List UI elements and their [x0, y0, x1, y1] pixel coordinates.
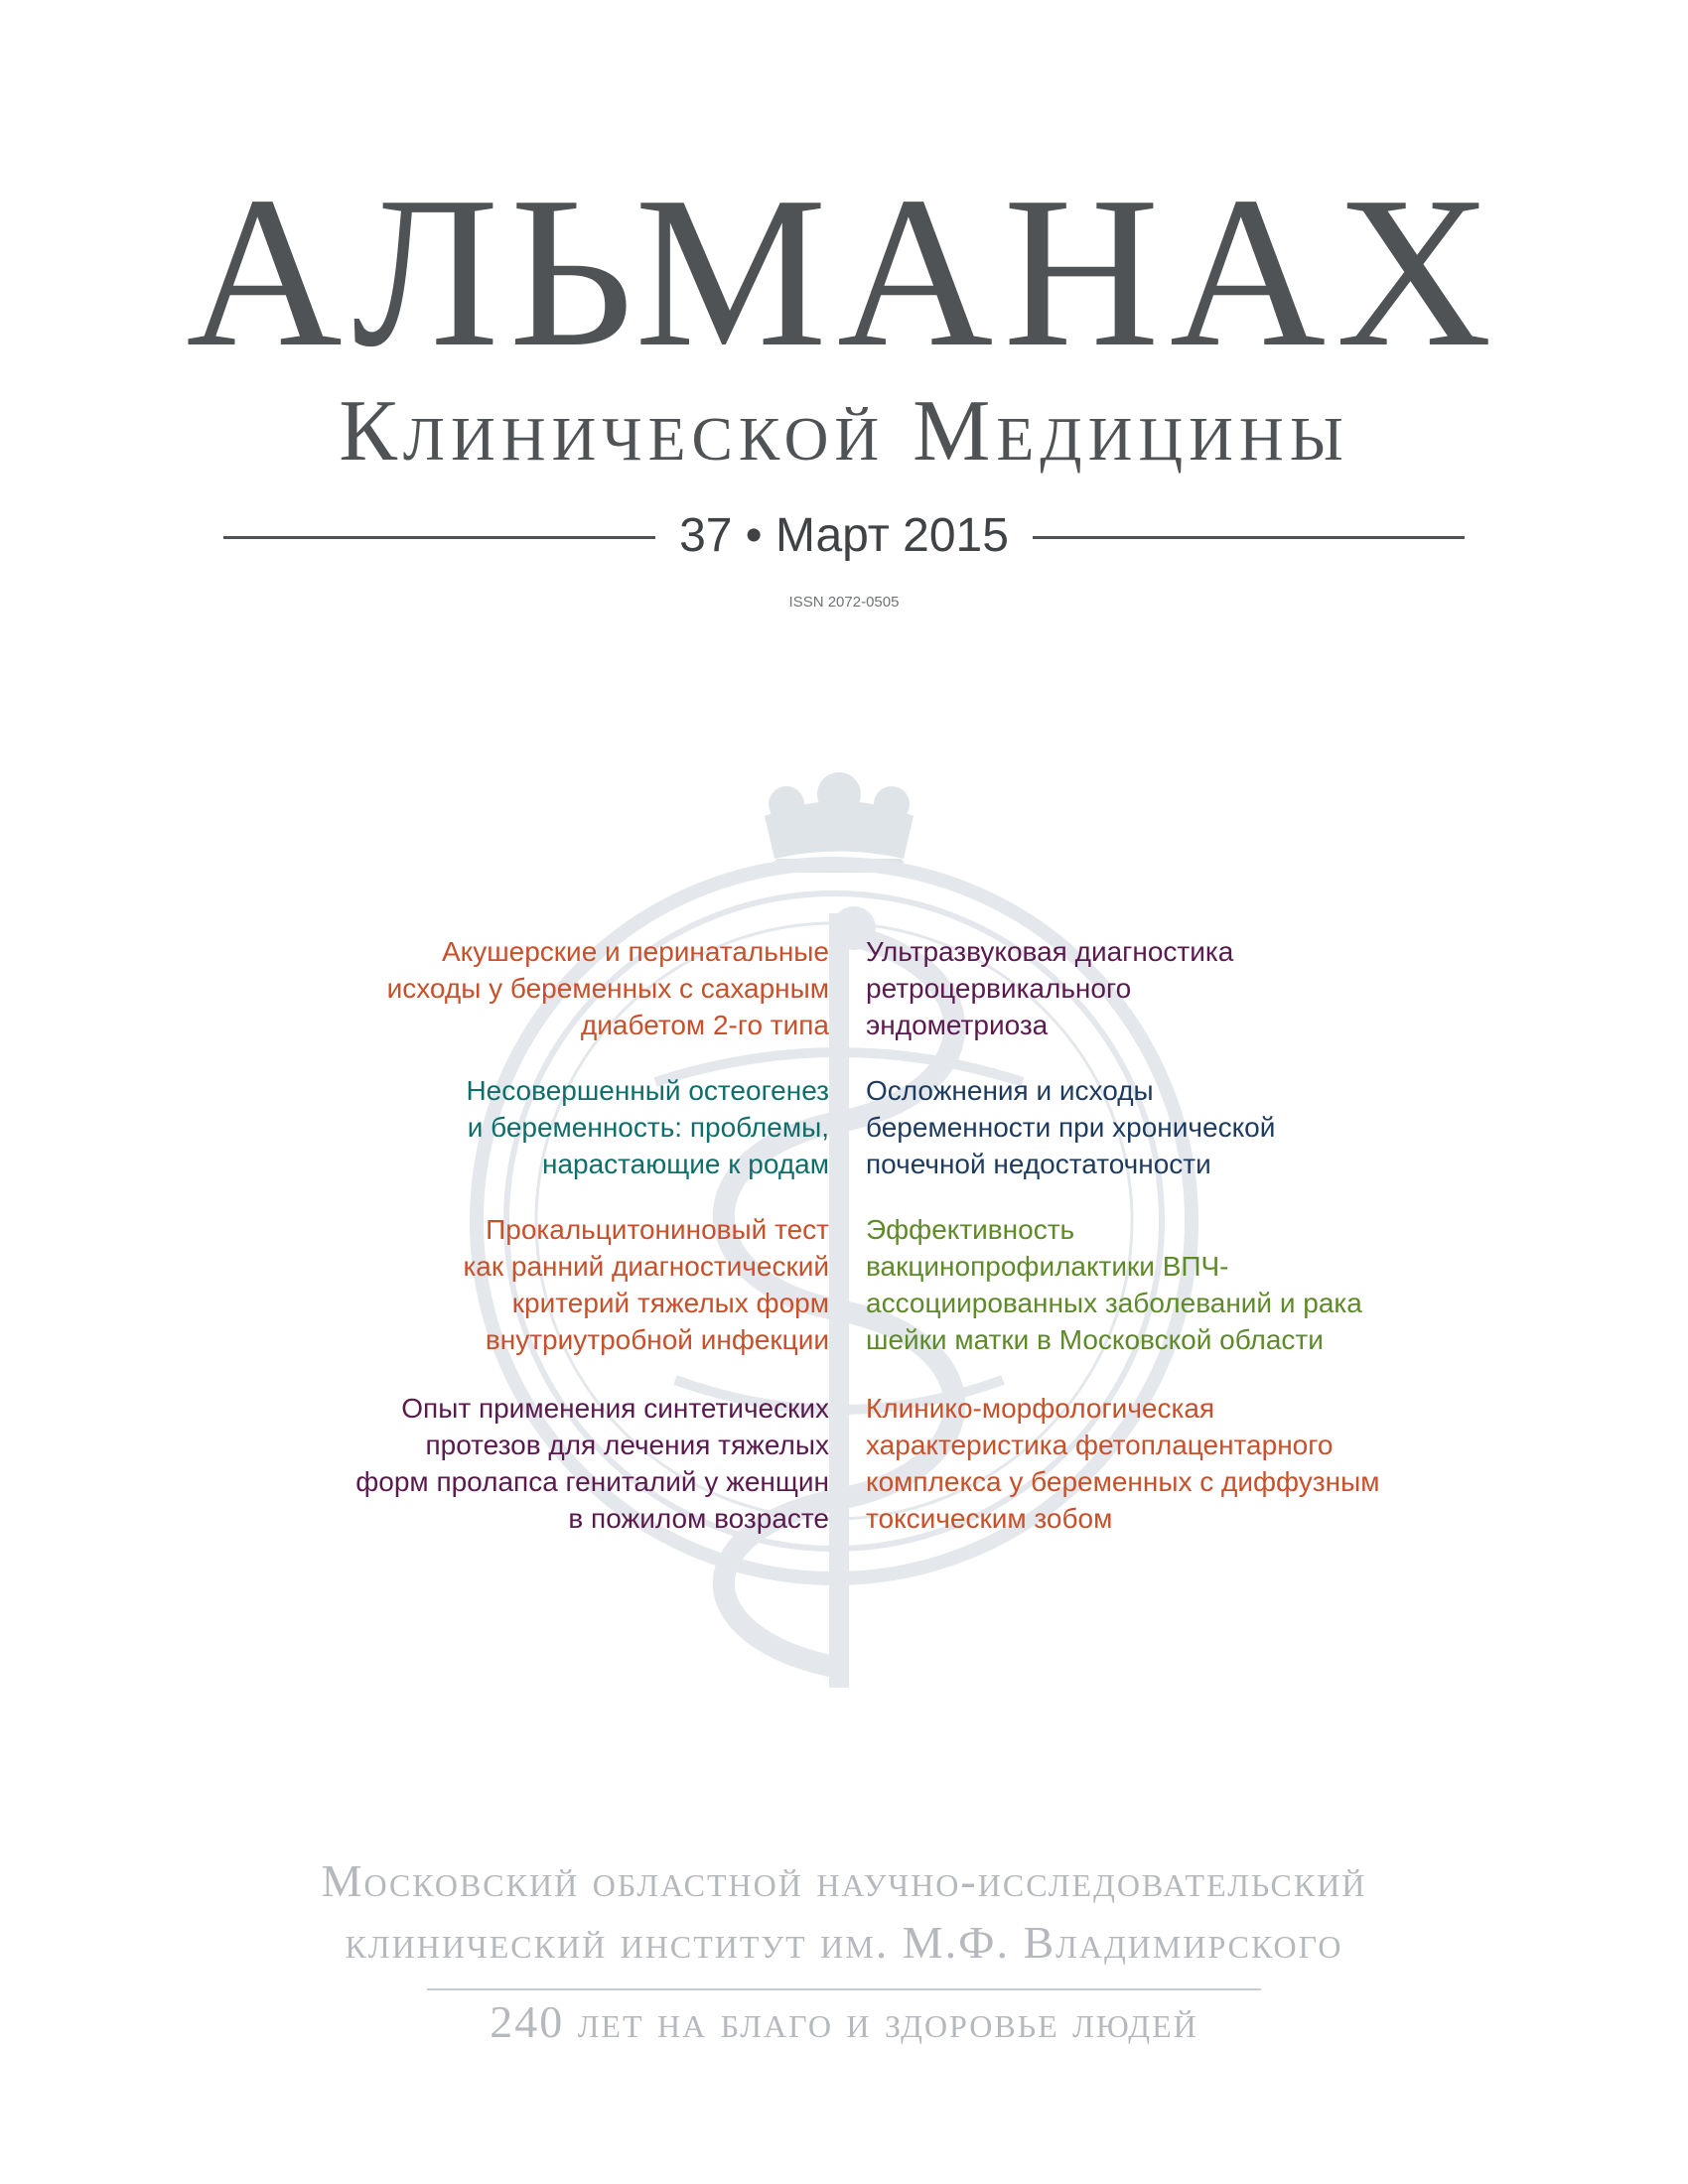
article-title-line: диабетом 2-го типа: [580, 1010, 829, 1040]
article-title-line: вакцинопрофилактики ВПЧ-: [866, 1251, 1229, 1282]
article-left-3: [463, 1211, 829, 1358]
article-title-line: Клинико-морфологическая: [866, 1393, 1215, 1424]
article-left-4: [355, 1390, 829, 1537]
article-title-line: в пожилом возрасте: [568, 1503, 829, 1534]
article-title-line: комплекса у беременных с диффузным: [866, 1466, 1380, 1497]
article-title-line: шейки матки в Московской области: [866, 1324, 1324, 1355]
article-title-line: нарастающие к родам: [541, 1149, 829, 1179]
journal-subtitle: Клинической Медицины: [339, 383, 1349, 479]
institute-name-line2: клинический институт им. М.Ф. Владимирского: [345, 1917, 1343, 1968]
institute-motto: 240 лет на благо и здоровье людей: [490, 1996, 1198, 2047]
article-title-line: Осложнения и исходы: [866, 1075, 1154, 1106]
footer-divider: [427, 1988, 1261, 1990]
article-title-line: как ранний диагностический: [463, 1251, 829, 1282]
article-right-4: [866, 1390, 1379, 1537]
article-left-1: [387, 933, 829, 1043]
issn-number: ISSN 2072-0505: [788, 594, 900, 611]
article-title-line: беременности при хронической: [866, 1112, 1276, 1143]
article-right-2: [866, 1072, 1275, 1182]
article-title-line: Опыт применения синтетических: [401, 1393, 829, 1424]
article-title-line: Ультразвуковая диагностика: [866, 936, 1234, 967]
article-title-line: Акушерские и перинатальные: [441, 936, 829, 967]
article-right-1: [866, 933, 1233, 1043]
article-title-line: Несовершенный остеогенез: [466, 1075, 829, 1106]
article-title-line: Эффективность: [866, 1214, 1075, 1245]
article-title-line: характеристика фетоплацентарного: [866, 1430, 1334, 1460]
article-title-line: форм пролапса гениталий у женщин: [355, 1466, 829, 1497]
institute-name-line1: Московский областной научно-исследовательский: [321, 1855, 1367, 1906]
article-title-line: ретроцервикального: [866, 973, 1132, 1004]
article-title-line: внутриутробной инфекции: [485, 1324, 829, 1355]
issue-number-date: 37 • Март 2015: [679, 509, 1009, 562]
article-right-3: [866, 1211, 1362, 1358]
article-title-line: протезов для лечения тяжелых: [425, 1430, 829, 1460]
article-title-line: критерий тяжелых форм: [511, 1288, 829, 1318]
article-title-line: и беременность: проблемы,: [467, 1112, 829, 1143]
article-title-line: почечной недостаточности: [866, 1149, 1211, 1179]
article-title-line: ассоциированных заболеваний и рака: [866, 1288, 1362, 1318]
article-title-line: исходы у беременных с сахарным: [386, 973, 829, 1004]
article-left-2: [466, 1072, 829, 1182]
journal-title: АЛЬМАНАХ: [186, 153, 1502, 392]
article-title-line: Прокальцитониновый тест: [486, 1214, 829, 1245]
article-title-line: токсическим зобом: [866, 1503, 1113, 1534]
article-title-line: эндометриоза: [866, 1010, 1049, 1040]
